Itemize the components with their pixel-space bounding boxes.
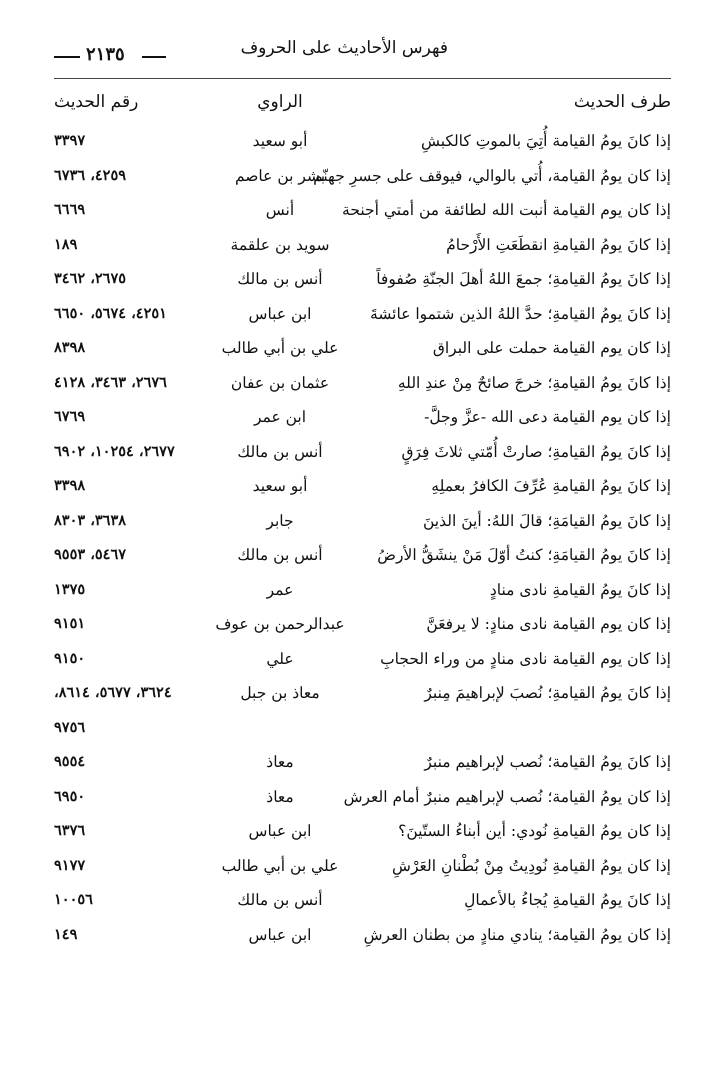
hadith-numbers: ٤٢٥١، ٥٦٧٤، ٦٦٥٠ — [54, 304, 167, 322]
narrator-name: معاذ — [266, 753, 294, 771]
hadith-phrase: إذا كانَ يومُ القيامةِ؛ جمعَ اللهُ أهلَ الجنّةِ صُفوفاً — [376, 270, 671, 288]
hadith-numbers: ٢٦٧٦، ٣٤٦٣، ٤١٢٨ — [54, 373, 167, 391]
table-row — [0, 546, 703, 581]
page-title: فهرس الأحاديث على الحروف — [240, 38, 448, 58]
table-row — [0, 443, 703, 478]
hadith-phrase: إذا كانَ يومُ القيامةِ؛ نُصبَ لإبراهيمَ مِنبرٌ — [424, 684, 671, 702]
hadith-numbers: ٣٣٩٨ — [54, 477, 86, 494]
table-row — [0, 408, 703, 443]
hadith-phrase: إذا كان يوم القيامة نادى منادٍ من وراء الحجابِ — [380, 649, 671, 668]
table-row — [0, 822, 703, 857]
hadith-phrase: إذا كان يوم القيامة نادى منادٍ: لا يرفعَنَّ — [426, 615, 671, 633]
hadith-numbers: ٢٦٧٥، ٣٤٦٢ — [54, 270, 127, 287]
hadith-numbers: ١٠٠٥٦ — [54, 891, 93, 908]
table-row — [0, 615, 703, 650]
hadith-phrase: إذا كانَ يومُ القيامةِ؛ صارتْ أُمّتي ثلاثَ فِرَقٍ — [401, 442, 671, 461]
hadith-phrase: إذا كانَ يومُ القيامةِ؛ خرجَ صائحٌ مِنْ عندِ اللهِ — [397, 373, 671, 392]
hadith-phrase: إذا كانَ يومُ القيامةِ يُجاءُ بالأعمالِ — [464, 891, 671, 909]
hadith-numbers: ٦٩٥٠ — [54, 787, 86, 805]
column-headers — [0, 92, 703, 122]
hadith-numbers: ٢٦٧٧، ١٠٢٥٤، ٦٩٠٢ — [54, 442, 175, 460]
hadith-numbers: ١٣٧٥ — [54, 580, 86, 598]
hadith-numbers: ٩١٥١ — [54, 615, 86, 632]
hadith-numbers: ٤٢٥٩، ٦٧٣٦ — [54, 166, 127, 184]
table-row — [0, 236, 703, 271]
hadith-phrase: إذا كانَ يومُ القيامةِ انقطَعَتِ الأَرْحامُ — [446, 235, 671, 254]
table-row — [0, 167, 703, 202]
hadith-numbers: ٩٧٥٦ — [54, 718, 86, 736]
narrator-name: معاذ — [266, 787, 294, 806]
narrator-name: أنس بن مالك — [237, 546, 323, 564]
hadith-phrase: إذا كانَ يومُ القيامَةِ؛ كنتُ أوّلَ مَنْ ينشَقُّ الأرضُ — [377, 546, 671, 564]
hadith-numbers: ١٤٩ — [54, 925, 78, 943]
hadith-phrase: إذا كان يومُ القيامة؛ ينادي منادٍ من بطنان العرشِ — [363, 925, 671, 944]
hadith-phrase: إذا كانَ يومُ القيامةِ نادى منادٍ — [489, 580, 671, 599]
table-row — [0, 650, 703, 685]
table-row — [0, 926, 703, 961]
header-rule-left — [54, 56, 80, 58]
hadith-numbers: ٥٤٦٧، ٩٥٥٣ — [54, 546, 127, 563]
narrator-name: ابن عباس — [248, 822, 312, 840]
narrator-name: ابن عباس — [248, 304, 312, 323]
table-row — [0, 753, 703, 788]
table-row — [0, 374, 703, 409]
page-number: ٢١٣٥ — [80, 44, 131, 65]
narrator-name: أنس بن مالك — [237, 270, 323, 288]
header-rule-left-2 — [142, 56, 166, 58]
hadith-phrase: إذا كانَ يومُ القيامَةِ؛ قالَ اللهُ: أينَ الذينَ — [423, 511, 671, 530]
hadith-phrase: إذا كان يومُ القيامةِ نُودي: أين أبناءُ الستّينَ؟ — [398, 822, 671, 840]
table-row — [0, 270, 703, 305]
table-row — [0, 891, 703, 926]
hadith-phrase: إذا كانَ يومُ القيامةِ عُرِّفَ الكافرُ بعملِهِ — [431, 477, 671, 495]
column-header-narrator: الراوي — [257, 92, 303, 112]
narrator-name: عبدالرحمن بن عوف — [215, 615, 345, 633]
column-header-phrase: طرف الحديث — [573, 92, 671, 112]
narrator-name: أبو سعيد — [252, 477, 308, 495]
hadith-phrase: إذا كان يوم القيامة حملت على البراق — [432, 339, 671, 357]
hadith-phrase: إذا كان يومُ القيامة؛ نُصب لإبراهيم منبرٌ أمام العرش — [343, 787, 671, 806]
narrator-name: ابن عمر — [253, 408, 307, 426]
table-row — [0, 857, 703, 892]
table-row — [0, 684, 703, 719]
hadith-numbers: ٦٧٦٩ — [54, 408, 86, 425]
hadith-numbers: ١٨٩ — [54, 235, 78, 253]
hadith-phrase: إذا كانَ يومُ القيامةِ؛ حدَّ اللهُ الذين شتموا عائشةَ — [370, 304, 671, 323]
hadith-phrase: إذا كان يومُ القيامة، أُتي بالوالي، فيوقف على جسرِ جهنّم — [313, 166, 671, 185]
header-divider — [54, 78, 671, 79]
hadith-numbers: ٣٦٣٨، ٨٣٠٣ — [54, 511, 127, 529]
column-header-number: رقم الحديث — [54, 92, 139, 112]
table-row — [0, 305, 703, 340]
hadith-phrase: إذا كانَ يومُ القيامة أُتِيَ بالموتِ كالكبشِ — [420, 132, 671, 150]
narrator-name: علي — [266, 649, 294, 668]
hadith-index-table — [0, 132, 703, 960]
hadith-numbers: ٩٥٥٤ — [54, 753, 86, 770]
narrator-name: أبو سعيد — [252, 132, 308, 150]
narrator-name: معاذ بن جبل — [240, 684, 320, 702]
hadith-numbers: ٩١٧٧ — [54, 856, 86, 874]
hadith-numbers: ٩١٥٠ — [54, 649, 86, 667]
narrator-name: بشر بن عاصم — [234, 166, 326, 185]
hadith-phrase: إذا كان يوم القيامة دعى الله -عزَّ وجلَّ- — [424, 408, 671, 426]
table-row — [0, 581, 703, 616]
narrator-name: جابر — [266, 511, 294, 530]
hadith-numbers: ٣٣٩٧ — [54, 132, 86, 149]
hadith-numbers: ٨٣٩٨ — [54, 339, 86, 356]
table-row — [0, 477, 703, 512]
hadith-numbers: ٦٣٧٦ — [54, 822, 86, 839]
table-row — [0, 719, 703, 754]
narrator-name: علي بن أبي طالب — [221, 856, 339, 875]
hadith-numbers: ٦٦٦٩ — [54, 201, 86, 218]
hadith-phrase: إذا كان يومُ القيامةِ نُودِيتُ مِنْ بُطْنانِ العَرْشِ — [392, 856, 671, 875]
narrator-name: عثمان بن عفان — [230, 373, 330, 392]
hadith-phrase: إذا كان يوم القيامة أنبت الله لطائفة من أمتي أجنحة — [342, 201, 671, 219]
hadith-phrase: إذا كانَ يومُ القيامة؛ نُصب لإبراهيم منبرٌ — [424, 753, 671, 771]
narrator-name: أنس بن مالك — [237, 891, 323, 909]
narrator-name: أنس — [265, 201, 295, 219]
table-row — [0, 132, 703, 167]
narrator-name: أنس بن مالك — [237, 442, 323, 461]
table-row — [0, 201, 703, 236]
hadith-numbers: ٣٦٢٤، ٥٦٧٧، ٨٦١٤، — [54, 684, 172, 701]
narrator-name: علي بن أبي طالب — [221, 339, 339, 357]
table-row — [0, 339, 703, 374]
table-row — [0, 788, 703, 823]
narrator-name: سويد بن علقمة — [230, 235, 330, 254]
narrator-name: ابن عباس — [248, 925, 312, 944]
table-row — [0, 512, 703, 547]
narrator-name: عمر — [266, 580, 294, 599]
